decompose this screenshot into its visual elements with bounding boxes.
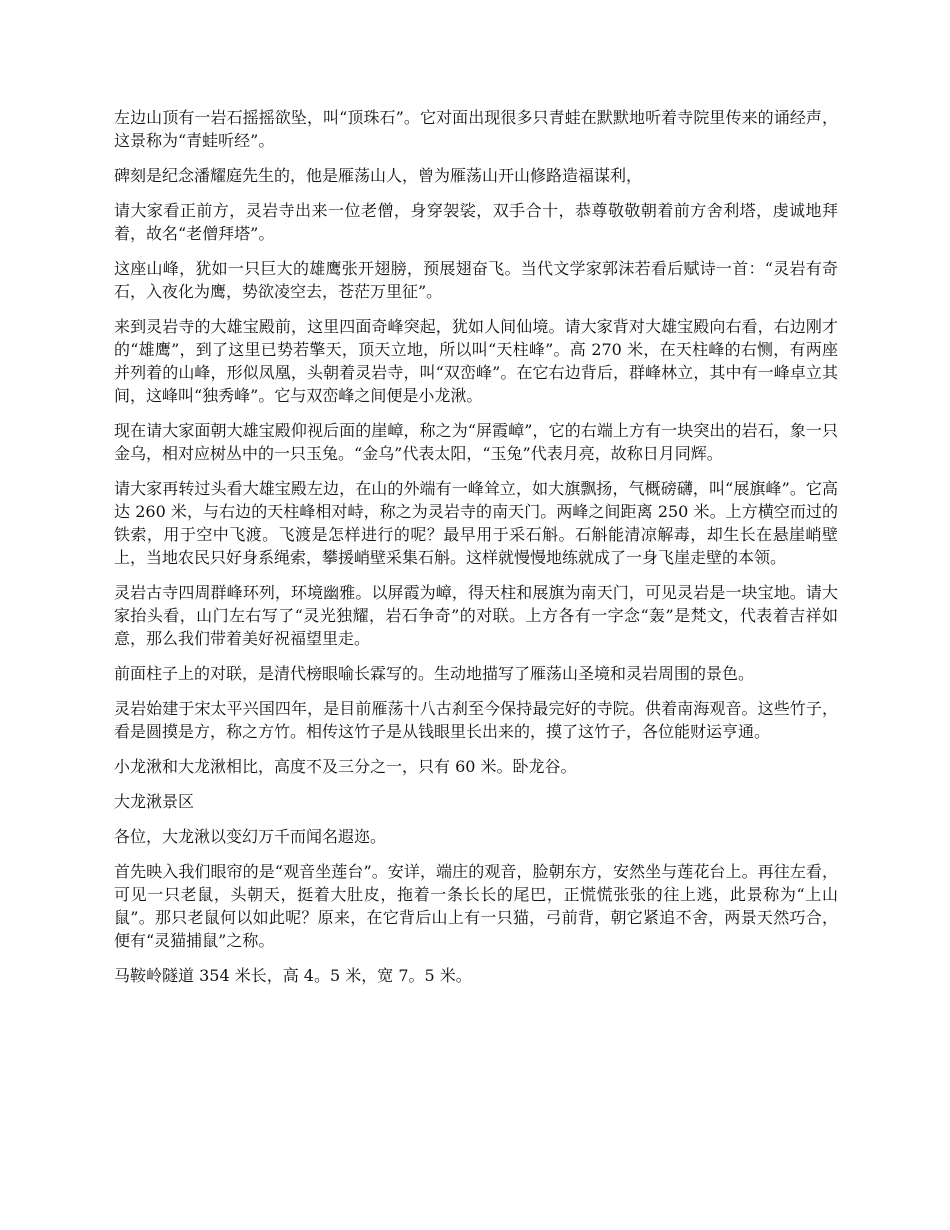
paragraph-6: 现在请大家面朝大雄宝殿仰视后面的崖嶂，称之为“屏霞嶂”，它的右端上方有一块突出的岩石，象一只金乌，相对应树丛中的一只玉兔。“金乌”代表太阳，“玉兔”代表月亮，故称日月同辉。 (114, 421, 838, 463)
paragraph-4: 这座山峰，犹如一只巨大的雄鹰张开翅膀，预展翅奋飞。当代文学家郭沫若看后赋诗一首：“灵岩有奇石，入夜化为鹰，势欲凌空去，苍茫万里征”。 (114, 259, 838, 301)
paragraph-13: 各位，大龙湫以变幻万千而闻名遐迩。 (114, 827, 387, 846)
paragraph-9: 前面柱子上的对联，是清代榜眼喻长霖写的。生动地描写了雁荡山圣境和灵岩周围的景色。 (114, 664, 755, 683)
paragraph-1: 左边山顶有一岩石摇摇欲坠，叫“顶珠石”。它对面出现很多只青蛙在默默地听着寺院里传来的诵经声，这景称为“青蛙听经”。 (114, 108, 838, 150)
paragraph-7: 请大家再转过头看大雄宝殿左边，在山的外端有一峰耸立，如大旗飘扬，气概磅礴，叫“展旗峰”。它高达 260 米，与右边的天柱峰相对峙，称之为灵岩寺的南天门。两峰之间距离 250 米。上方横空而过的铁索，用于空中飞渡。飞渡是怎样进行的呢？最早用于采石斛。石斛能清凉解毒，却生长在悬崖峭壁上，当地农民只好身系绳索，攀援峭壁采集石斛。这样就慢慢地练就成了一身飞崖走壁的本领。 (114, 479, 838, 567)
paragraph-15: 马鞍岭隧道 354 米长，高 4。5 米，宽 7。5 米。 (114, 966, 472, 985)
paragraph-8: 灵岩古寺四周群峰环列，环境幽雅。以屏霞为嶂，得天柱和展旗为南天门，可见灵岩是一块宝地。请大家抬头看，山门左右写了“灵光独耀，岩石争奇”的对联。上方各有一字念“轰”是梵文，代表着吉祥如意，那么我们带着美好祝福望里走。 (114, 583, 838, 648)
section-heading-dalongqiu: 大龙湫景区 (114, 792, 195, 811)
document-body (114, 106, 838, 999)
paragraph-5: 来到灵岩寺的大雄宝殿前，这里四面奇峰突起，犹如人间仙境。请大家背对大雄宝殿向右看，右边刚才的“雄鹰”，到了这里已势若擎天，顶天立地，所以叫“天柱峰”。高 270 米，在天柱峰的右恻，有两座并列着的山峰，形似凤凰，头朝着灵岩寺，叫“双峦峰”。在它右边背后，群峰林立，其中有一峰卓立其间，这峰叫“独秀峰”。它与双峦峰之间便是小龙湫。 (114, 317, 838, 405)
paragraph-14: 首先映入我们眼帘的是“观音坐莲台”。安详，端庄的观音，脸朝东方，安然坐与莲花台上。再往左看，可见一只老鼠，头朝天，挺着大肚皮，拖着一条长长的尾巴，正慌慌张张的往上逃，此景称为“上山鼠”。那只老鼠何以如此呢？原来，在它背后山上有一只猫，弓前背，朝它紧追不舍，两景天然巧合，便有“灵猫捕鼠”之称。 (114, 862, 838, 950)
paragraph-2: 碑刻是纪念潘耀庭先生的，他是雁荡山人，曾为雁荡山开山修路造福谋利， (114, 166, 643, 185)
paragraph-11: 小龙湫和大龙湫相比，高度不及三分之一，只有 60 米。卧龙谷。 (114, 757, 577, 776)
paragraph-3: 请大家看正前方，灵岩寺出来一位老僧，身穿袈裟，双手合十，恭尊敬敬朝着前方舍利塔，虔诚地拜着，故名“老僧拜塔”。 (114, 201, 838, 243)
paragraph-10: 灵岩始建于宋太平兴国四年，是目前雁荡十八古刹至今保持最完好的寺院。供着南海观音。这些竹子，看是圆摸是方，称之方竹。相传这竹子是从钱眼里长出来的，摸了这竹子，各位能财运亨通。 (114, 699, 838, 741)
